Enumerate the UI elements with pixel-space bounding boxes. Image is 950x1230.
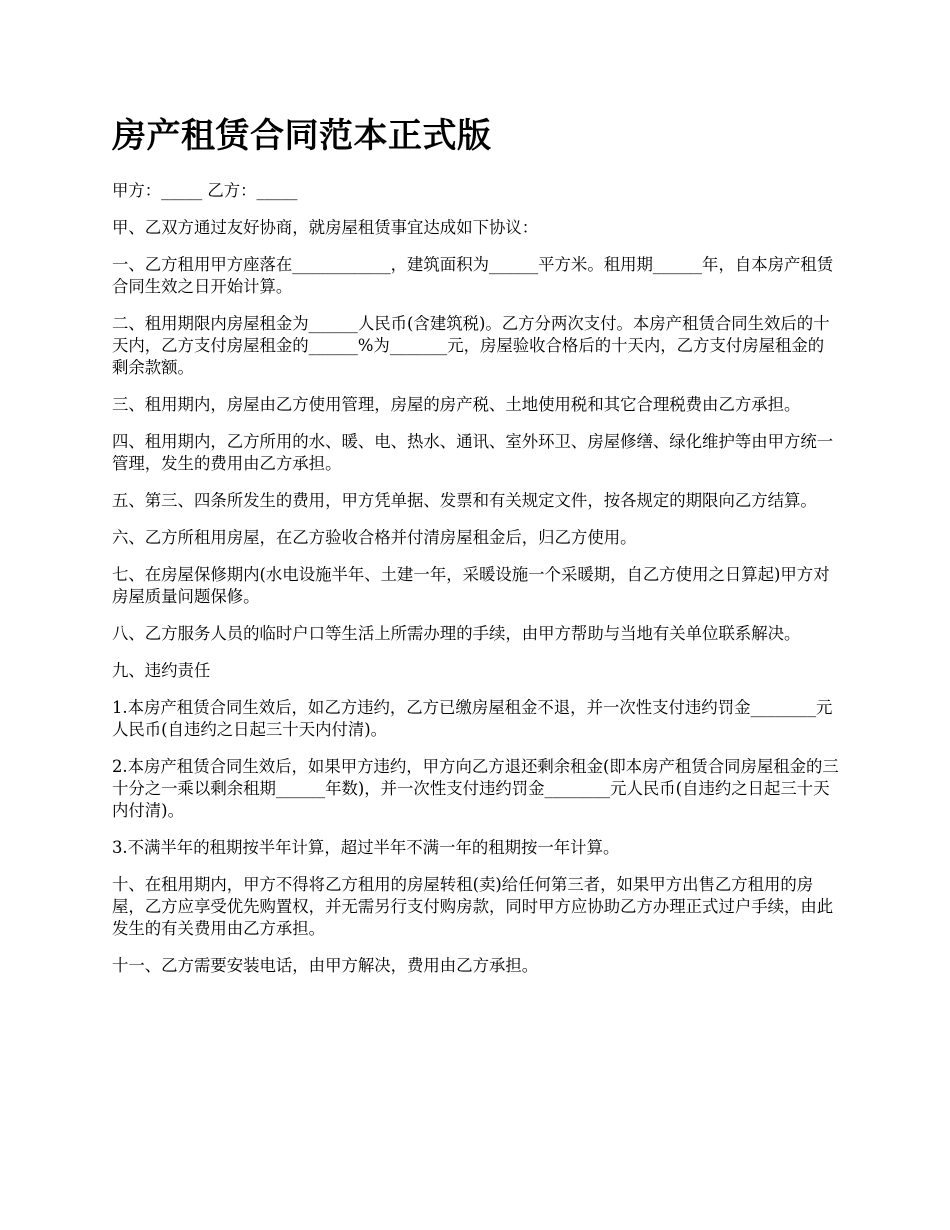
clause-10: 十、在租用期内，甲方不得将乙方租用的房屋转租(卖)给任何第三者，如果甲方出售乙方租用的房屋，乙方应享受优先购置权，并无需另行支付购房款，同时甲方应协助乙方办理正式过户手续，由此发生的有关费用由乙方承担。 [112, 875, 834, 938]
clause-5: 五、第三、四条所发生的费用，甲方凭单据、发票和有关规定文件，按各规定的期限向乙方结算。 [112, 491, 817, 510]
clause-1: 一、乙方租用甲方座落在____________，建筑面积为______平方米。租用期______年，自本房产租赁合同生效之日开始计算。 [112, 255, 834, 296]
clause-11: 十一、乙方需要安装电话，由甲方解决，费用由乙方承担。 [112, 956, 539, 975]
clause-4: 四、租用期内，乙方所用的水、暖、电、热水、通讯、室外环卫、房屋修缮、绿化维护等由甲方统一管理，发生的费用由乙方承担。 [112, 432, 834, 473]
clause-9-item-3: 3.不满半年的租期按半年计算，超过半年不满一年的租期按一年计算。 [112, 838, 620, 857]
clause-6: 六、乙方所租用房屋，在乙方验收合格并付清房屋租金后，归乙方使用。 [112, 528, 637, 547]
clause-8: 八、乙方服务人员的临时户口等生活上所需办理的手续，由甲方帮助与当地有关单位联系解决。 [112, 624, 801, 643]
clause-9-item-2: 2.本房产租赁合同生效后，如果甲方违约，甲方向乙方退还剩余租金(即本房产租赁合同房屋租金的三十分之一乘以剩余租期______年数)，并一次性支付违约罚金________元人民币(自违约之日起三十天内付清)。 [112, 757, 839, 820]
clause-7: 七、在房屋保修期内(水电设施半年、土建一年，采暖设施一个采暖期，自乙方使用之日算起)甲方对房屋质量问题保修。 [112, 565, 830, 606]
document-body [112, 180, 840, 992]
clause-9-heading: 九、违约责任 [112, 661, 211, 680]
clause-9-item-1: 1.本房产租赁合同生效后，如乙方违约，乙方已缴房屋租金不退，并一次性支付违约罚金________元人民币(自违约之日起三十天内付清)。 [112, 698, 833, 739]
clause-3: 三、租用期内，房屋由乙方使用管理，房屋的房产税、土地使用税和其它合理税费由乙方承担。 [112, 395, 801, 414]
document-title: 房产租赁合同范本正式版 [112, 116, 492, 156]
agreement-intro: 甲、乙双方通过友好协商，就房屋租赁事宜达成如下协议： [112, 218, 539, 237]
clause-2: 二、租用期限内房屋租金为______人民币(含建筑税)。乙方分两次支付。本房产租赁合同生效后的十天内，乙方支付房屋租金的______%为_______元，房屋验收合格后的十天内，乙方支付房屋租金的剩余款额。 [112, 314, 830, 377]
parties-line: 甲方：_____ 乙方：_____ [112, 181, 298, 200]
